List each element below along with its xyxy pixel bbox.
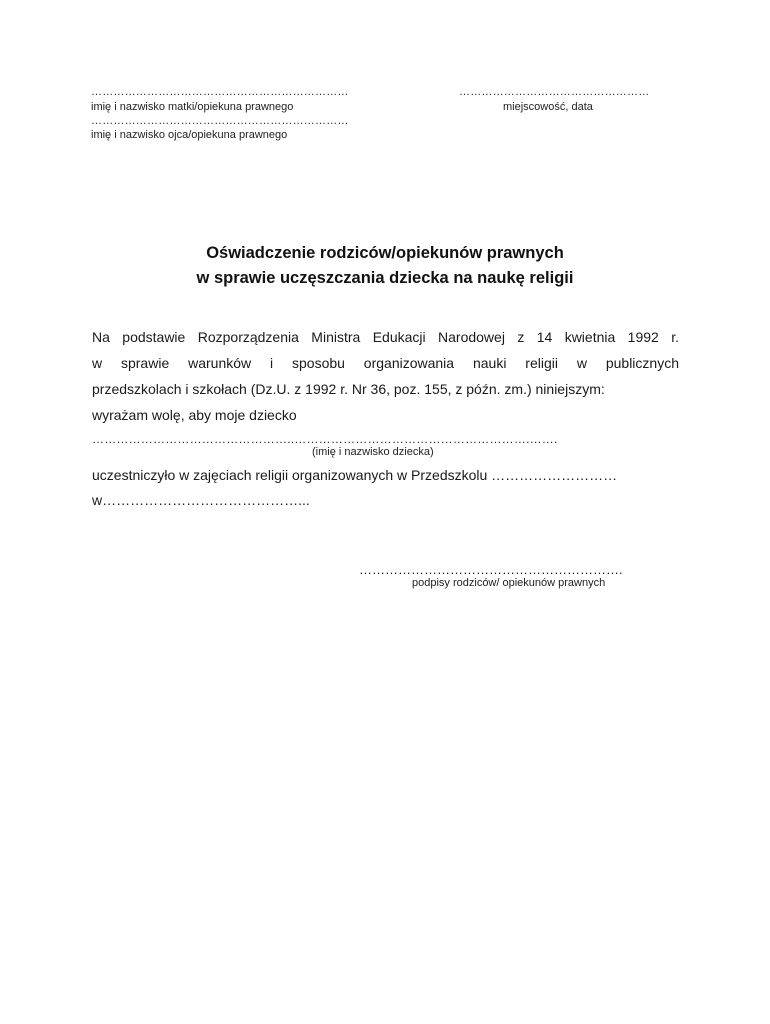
statement-line: wyrażam wolę, aby moje dziecko — [92, 407, 297, 423]
statement-line: Na podstawie Rozporządzenia Ministra Edukacji Narodowej z 14 kwietnia 1992 r. — [92, 329, 679, 345]
kindergarten-line[interactable]: uczestniczyło w zajęciach religii organizowanych w Przedszkolu ……………………… — [92, 467, 618, 483]
child-name-label: (imię i nazwisko dziecka) — [312, 446, 434, 458]
mother-name-label: imię i nazwisko matki/opiekuna prawnego — [91, 101, 294, 113]
statement-line: w sprawie warunków i sposobu organizowania nauki religii w publicznych — [92, 355, 679, 371]
mother-name-blank[interactable]: …………………………………………………………… — [91, 86, 349, 98]
father-name-label: imię i nazwisko ojca/opiekuna prawnego — [91, 129, 288, 141]
statement-line: przedszkolach i szkołach (Dz.U. z 1992 r. Nr 36, poz. 155, z późn. zm.) niniejszym: — [92, 381, 605, 397]
signature-blank[interactable]: ……………………………………………………. — [359, 562, 623, 577]
document-title-line1: Oświadczenie rodziców/opiekunów prawnych — [206, 244, 564, 262]
place-date-label: miejscowość, data — [503, 101, 593, 113]
father-name-blank[interactable]: …………………………………………………………… — [91, 115, 349, 127]
place-date-blank[interactable]: …………………………………………… — [459, 86, 650, 98]
child-name-blank[interactable]: …………………………………………..………………………………………………….……. — [92, 432, 558, 446]
statement-paragraph — [92, 324, 679, 428]
signature-label: podpisy rodziców/ opiekunów prawnych — [412, 577, 606, 589]
document-title-line2: w sprawie uczęszczania dziecka na naukę religii — [196, 269, 574, 287]
kindergarten-location-line[interactable]: w……………………………………... — [92, 492, 310, 508]
